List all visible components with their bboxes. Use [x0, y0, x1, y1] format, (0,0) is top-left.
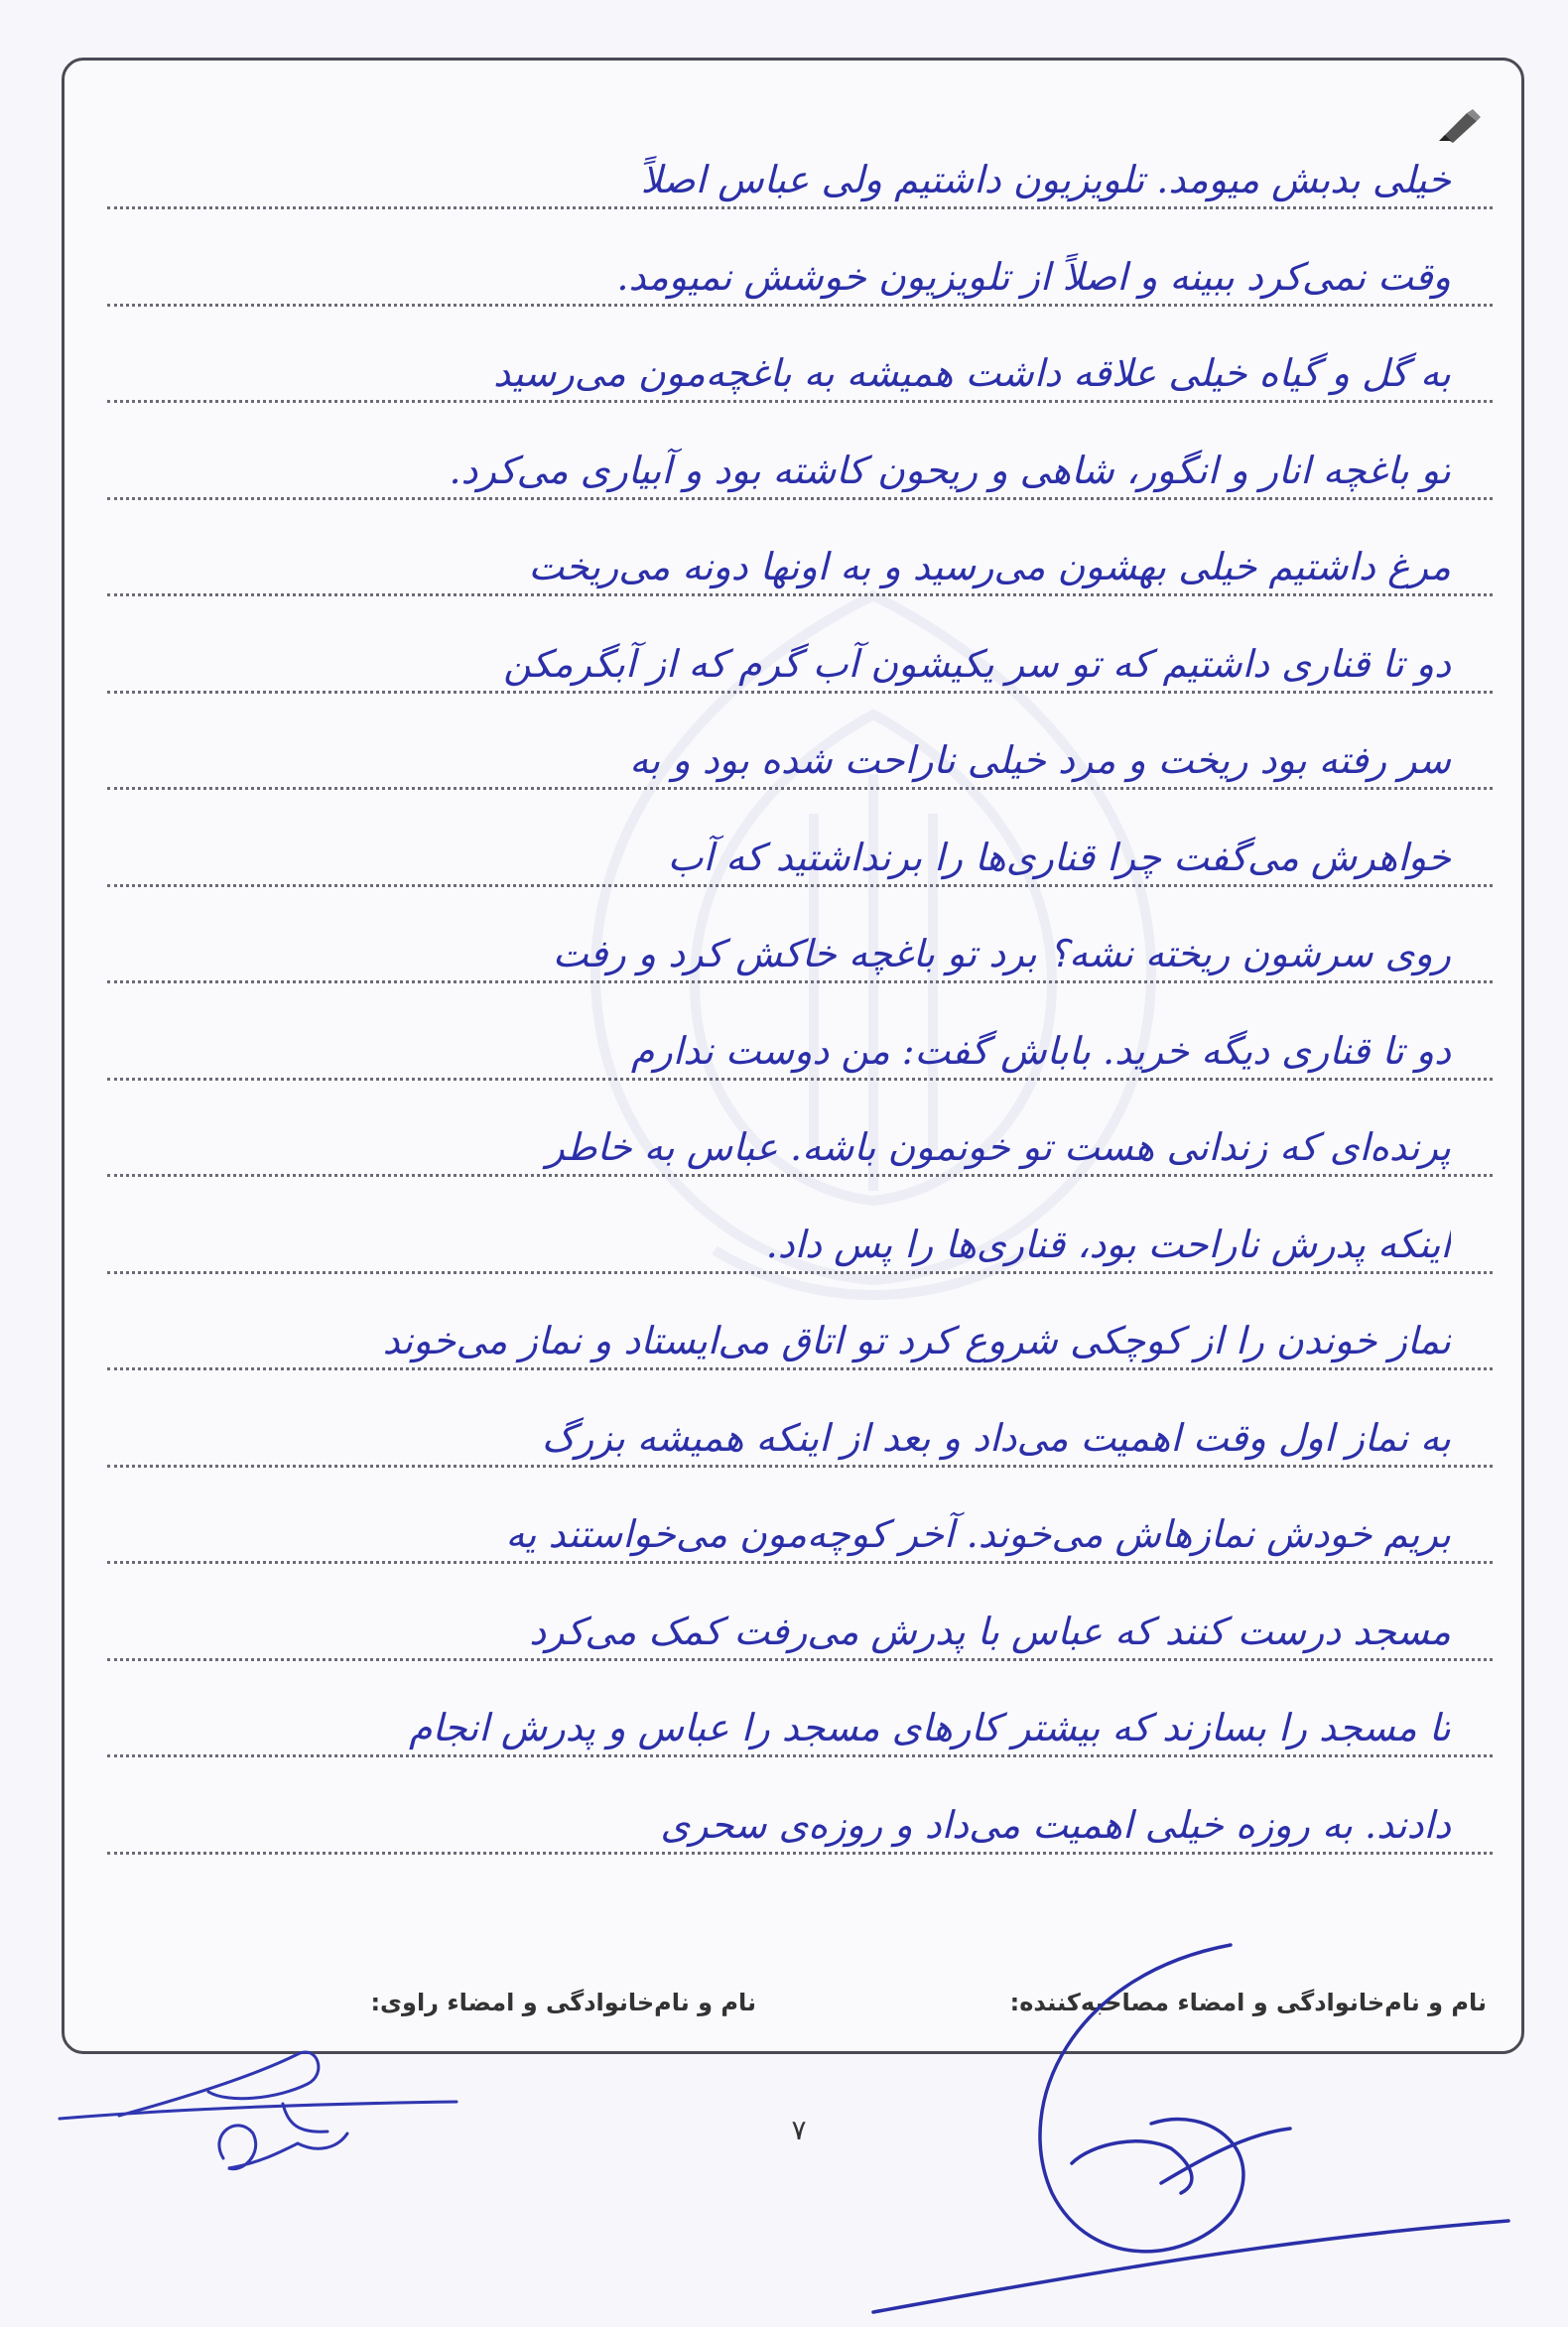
- handwritten-line: تو باغچه انار و انگور، شاهی و ریحون کاشته بود و آبیاری می‌کرد.: [449, 448, 1451, 492]
- handwritten-line: دو تا قناری داشتیم که تو سر یکیشون آب گرم که از آبگرمکن: [503, 641, 1451, 686]
- page-number: ۷: [791, 2114, 807, 2146]
- handwritten-line: تا مسجد را بسازند که بیشتر کارهای مسجد را عباس و پدرش انجام: [408, 1706, 1451, 1749]
- handwritten-line: روی سرشون ریخته نشه؟ برد تو باغچه خاکش کرد و رفت: [552, 932, 1451, 975]
- handwritten-line: دو تا قناری دیگه خرید. باباش گفت: من دوست ندارم: [630, 1028, 1451, 1073]
- handwritten-line: نماز خوندن را از کوچکی شروع کرد تو اتاق می‌ایستاد و نماز می‌خوند: [382, 1319, 1451, 1362]
- handwritten-line: سر رفته بود ریخت و مرد خیلی ناراحت شده بود و به: [629, 738, 1451, 782]
- narrator-signature-label: نام و نام‌خانوادگی و امضاء راوی:: [370, 1989, 756, 2016]
- handwritten-line: مسجد درست کنند که عباس با پدرش می‌رفت کمک می‌کرد: [529, 1609, 1451, 1653]
- handwritten-line: دادند. به روزه خیلی اهمیت می‌داد و روزه‌ی سحری: [660, 1802, 1451, 1847]
- handwritten-line: وقت نمی‌کرد ببینه و اصلاً از تلویزیون خوشش نمیومد.: [616, 254, 1451, 299]
- handwritten-line: خواهرش می‌گفت چرا قناری‌ها را برنداشتید که آب: [667, 835, 1451, 879]
- handwritten-line: بریم خودش نمازهاش می‌خوند. آخر کوچه‌مون می‌خواستند یه: [505, 1512, 1451, 1556]
- handwritten-line: اینکه پدرش ناراحت بود، قناری‌ها را پس داد.: [765, 1222, 1451, 1266]
- handwritten-line: خیلی بدبش میومد. تلویزیون داشتیم ولی عباس اصلاً: [640, 158, 1451, 201]
- handwritten-line: به نماز اول وقت اهمیت می‌داد و بعد از اینکه همیشه بزرگ: [541, 1415, 1451, 1460]
- interviewer-signature-label: نام و نام‌خانوادگی و امضاء مصاحبه‌کننده:: [1009, 1989, 1487, 2016]
- handwritten-line: پرنده‌ای که زندانی هست تو خونمون باشه. عباس به خاطر: [546, 1125, 1451, 1169]
- handwritten-line: به گل و گیاه خیلی علاقه داشت همیشه به باغچه‌مون می‌رسید: [493, 351, 1451, 395]
- handwritten-line: مرغ داشتیم خیلی بهشون می‌رسید و به اونها دونه می‌ریخت: [528, 545, 1451, 588]
